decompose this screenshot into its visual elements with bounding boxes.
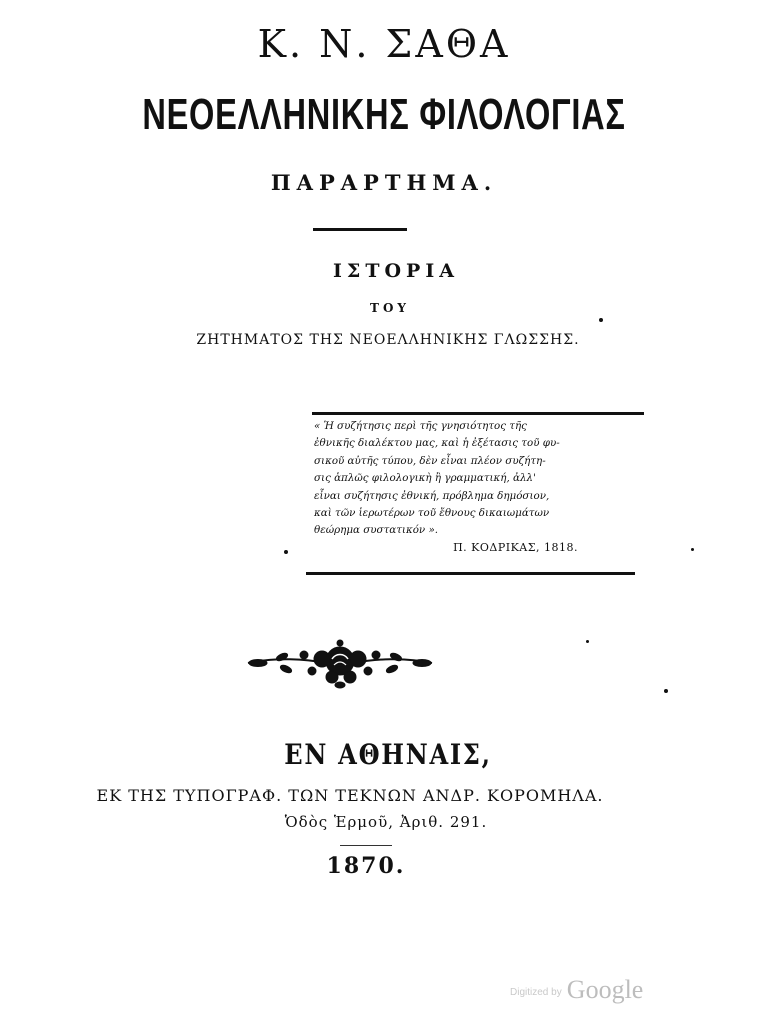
- print-speck: [586, 640, 589, 643]
- title-connector: ΤΟΥ: [370, 301, 410, 315]
- imprint-place: ΕΝ ΑΘΗΝΑΙΣ,: [284, 738, 492, 771]
- imprint-printer: ΕΚ ΤΗΣ ΤΥΠΟΓΡΑΦ. ΤΩΝ ΤΕΚΝΩΝ ΑΝΔΡ. ΚΟΡΟΜΗΛΑ.: [96, 786, 604, 805]
- print-speck: [284, 550, 288, 554]
- print-speck: [691, 548, 694, 551]
- digitization-watermark: [510, 975, 643, 1005]
- floral-ornament-icon: [246, 637, 434, 689]
- imprint-address: Ὁδὸς Ἑρμοῦ, Ἀριθ. 291.: [284, 813, 488, 831]
- title-divider-rule: [313, 228, 407, 231]
- epigraph-line: καὶ τῶν ἱερωτέρων τοῦ ἔθνους δικαιωμάτων: [314, 507, 550, 520]
- watermark-brand: Google: [566, 975, 644, 1004]
- epigraph-line: εἶναι συζήτησις ἐθνική, πρόβλημα δημόσιον,: [314, 489, 550, 502]
- imprint-divider-rule: [340, 845, 392, 846]
- print-speck: [664, 689, 668, 693]
- author-name: Κ. Ν. ΣΑΘΑ: [257, 22, 511, 66]
- topic-title: ΖΗΤΗΜΑΤΟΣ ΤΗΣ ΝΕΟΕΛΛΗΝΙΚΗΣ ΓΛΩΣΣΗΣ.: [196, 332, 580, 348]
- publication-year: 1870.: [326, 853, 406, 879]
- epigraph-line: « Ἡ συζήτησις περὶ τῆς γνησιότητος τῆς: [314, 420, 527, 432]
- watermark-prefix: Digitized by: [510, 987, 562, 998]
- epigraph-line: σις ἁπλῶς φιλολογικὴ ἢ γραμματική, ἀλλ': [314, 472, 536, 485]
- print-speck: [599, 318, 603, 322]
- epigraph-line: θεώρημα συστατικόν ».: [314, 524, 439, 537]
- main-title: ΝΕΟΕΛΛΗΝΙΚΗΣ ΦΙΛΟΛΟΓΙΑΣ: [142, 90, 626, 139]
- epigraph-block: [312, 412, 644, 554]
- section-title: ΙΣΤΟΡΙΑ: [333, 260, 459, 282]
- epigraph-text: [312, 415, 644, 540]
- epigraph-line: σικοῦ αὐτῆς τύπου, δὲν εἶναι πλέον συζήτη-: [314, 454, 546, 467]
- epigraph-attribution: Π. ΚΟΔΡΙΚΑΣ, 1818.: [453, 540, 578, 554]
- epigraph-line: ἐθνικῆς διαλέκτου μας, καὶ ἡ ἐξέτασις τοῦ φυ-: [314, 437, 560, 450]
- epigraph-bottom-rule: [306, 572, 635, 575]
- subtitle: ΠΑΡΑΡΤΗΜΑ.: [270, 170, 498, 195]
